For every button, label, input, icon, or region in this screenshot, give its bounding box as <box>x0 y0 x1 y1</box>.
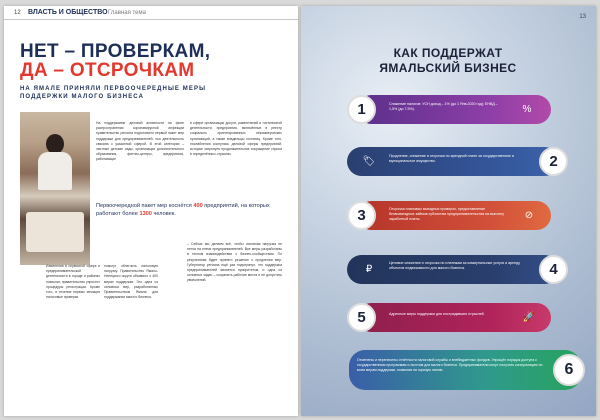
left-page-number: 12 <box>14 10 21 16</box>
article-column-5: – Сейчас мы делаем всё, чтобы основная нагрузка не легла на плечи предпринимателей. Все меры разработаны в тесном взаимодействии с бизнес-сообществом. По результатам будет принято решение о продлении мер. Губернатор региона ещё раз подчеркнул, что поддержка предпринимателей является приоритетом, и одна из основных задач – сохранить рабочие места и не допустить увольнений. <box>187 242 282 283</box>
pull-quote-number-2: 1300 <box>139 211 152 217</box>
rocket-icon: 🚀 <box>522 312 536 323</box>
subsection-title: Главная тема <box>108 10 146 16</box>
measure-text: Снижение налогов: УСН доход – 1% (до 1 Янв.2020 год); ЕНВД – 1,5% (до 7.5%). <box>389 102 498 111</box>
pull-quote-suffix: человек. <box>153 211 176 217</box>
article-column-2: в сфере организации досуга, развлечений и гостиничной деятельности, предприятия, включённые в реестр социально ориентированных некоммерческих организаций, а также владельцы гостиниц. Кроме того, послабления коснулись деловой сферы предприятий, которые затронуло продолжительное сокращение спроса в определённых отраслях. <box>190 121 282 157</box>
headline-line-1: НЕТ – ПРОВЕРКАМ, <box>20 41 211 62</box>
measure-number: 3 <box>347 201 376 230</box>
pull-quote-middle: предприятий, на которых работают более <box>96 203 270 217</box>
pull-quote-prefix: Первоочередной пакет мер коснётся <box>96 203 192 209</box>
measure-text: Отменены и перенесены отчётности налоговой службы и внебюджетных фондов. Упрощён порядок доступа к государственным программам и льготам для малого бизнеса. Предприниматели могут получить консультацию по всем мерам поддержки, позвонив на горячую линию. <box>357 358 543 372</box>
pull-quote-number-1: 400 <box>193 203 203 209</box>
support-measure-2 <box>347 144 569 179</box>
article-column-3: Изменения в сервисной сфере и предпринимательской деятельности в городе и районах позволят, правительство упростит процедуры регистрации. Кроме того, в течение первых месяцев налоговые проверки. <box>46 264 100 300</box>
article-column-1: На поддержание деловой активности на фоне распространения коронавирусной инфекции правительство региона подготовило первый пакет мер поддержки для предпринимателей, чья деятельность связана с указанной сферой. В этой категории – частные детские сады, организации дополнительного образования, фитнес-центры, предприятия, работающие <box>96 121 184 162</box>
left-page-header <box>4 6 298 20</box>
measure-text: Отсрочка плановых выездных проверок, предоставление безвозмездных займов субъектам предпринимательства на выплату заработной платы. <box>389 207 504 221</box>
support-measure-4 <box>347 252 569 287</box>
photo-person-body <box>38 152 72 190</box>
measure-number: 5 <box>347 303 376 332</box>
article-standfirst: НА ЯМАЛЕ ПРИНЯЛИ ПЕРВООЧЕРЕДНЫЕ МЕРЫ ПОДДЕРЖКИ МАЛОГО БИЗНЕСА <box>20 86 207 100</box>
measure-number: 1 <box>347 95 376 124</box>
ban-icon: ⊘ <box>524 210 534 221</box>
support-measure-5 <box>347 300 551 335</box>
article-headline <box>20 42 210 80</box>
photo-workbench <box>26 212 84 252</box>
article-photo <box>20 112 90 265</box>
support-measure-1 <box>347 92 551 127</box>
pull-quote <box>96 202 282 218</box>
measure-number: 6 <box>553 354 585 386</box>
measure-number: 2 <box>539 147 568 176</box>
measure-text: Адресные меры поддержки для пострадавших отраслей. <box>389 312 485 316</box>
left-page <box>4 6 298 416</box>
money-icon: ₽ <box>365 264 373 275</box>
percent-icon: % <box>522 104 532 115</box>
article-column-4: помогут облегчить налоговую нагрузку. Правительство Ямало-Ненецкого округа объявило о 400 мерах поддержки. Это одна из основных мер, разработанных Правительством Ямала для поддержания малого бизнеса. <box>104 264 158 300</box>
tag-icon: 🏷 <box>362 156 376 167</box>
measure-text: Продление, снижение и отсрочка по арендной плате за государственное и муниципальное имущество. <box>389 154 514 163</box>
right-page <box>301 6 596 416</box>
support-measure-6 <box>349 350 581 390</box>
headline-line-2: ДА – ОТСРОЧКАМ <box>20 60 195 81</box>
infographic-title: КАК ПОДДЕРЖАТ ЯМАЛЬСКИЙ БИЗНЕС <box>379 46 517 75</box>
section-title: ВЛАСТЬ И ОБЩЕСТВО <box>28 9 108 16</box>
photo-person-head <box>46 134 64 154</box>
right-page-number: 13 <box>579 14 586 20</box>
support-measure-3 <box>347 198 551 233</box>
measure-number: 4 <box>539 255 568 284</box>
measure-text: Ценовое снижение и отсрочка по платежам за коммунальные услуги и аренду объектов недвижимости для малого бизнеса. <box>389 261 520 270</box>
